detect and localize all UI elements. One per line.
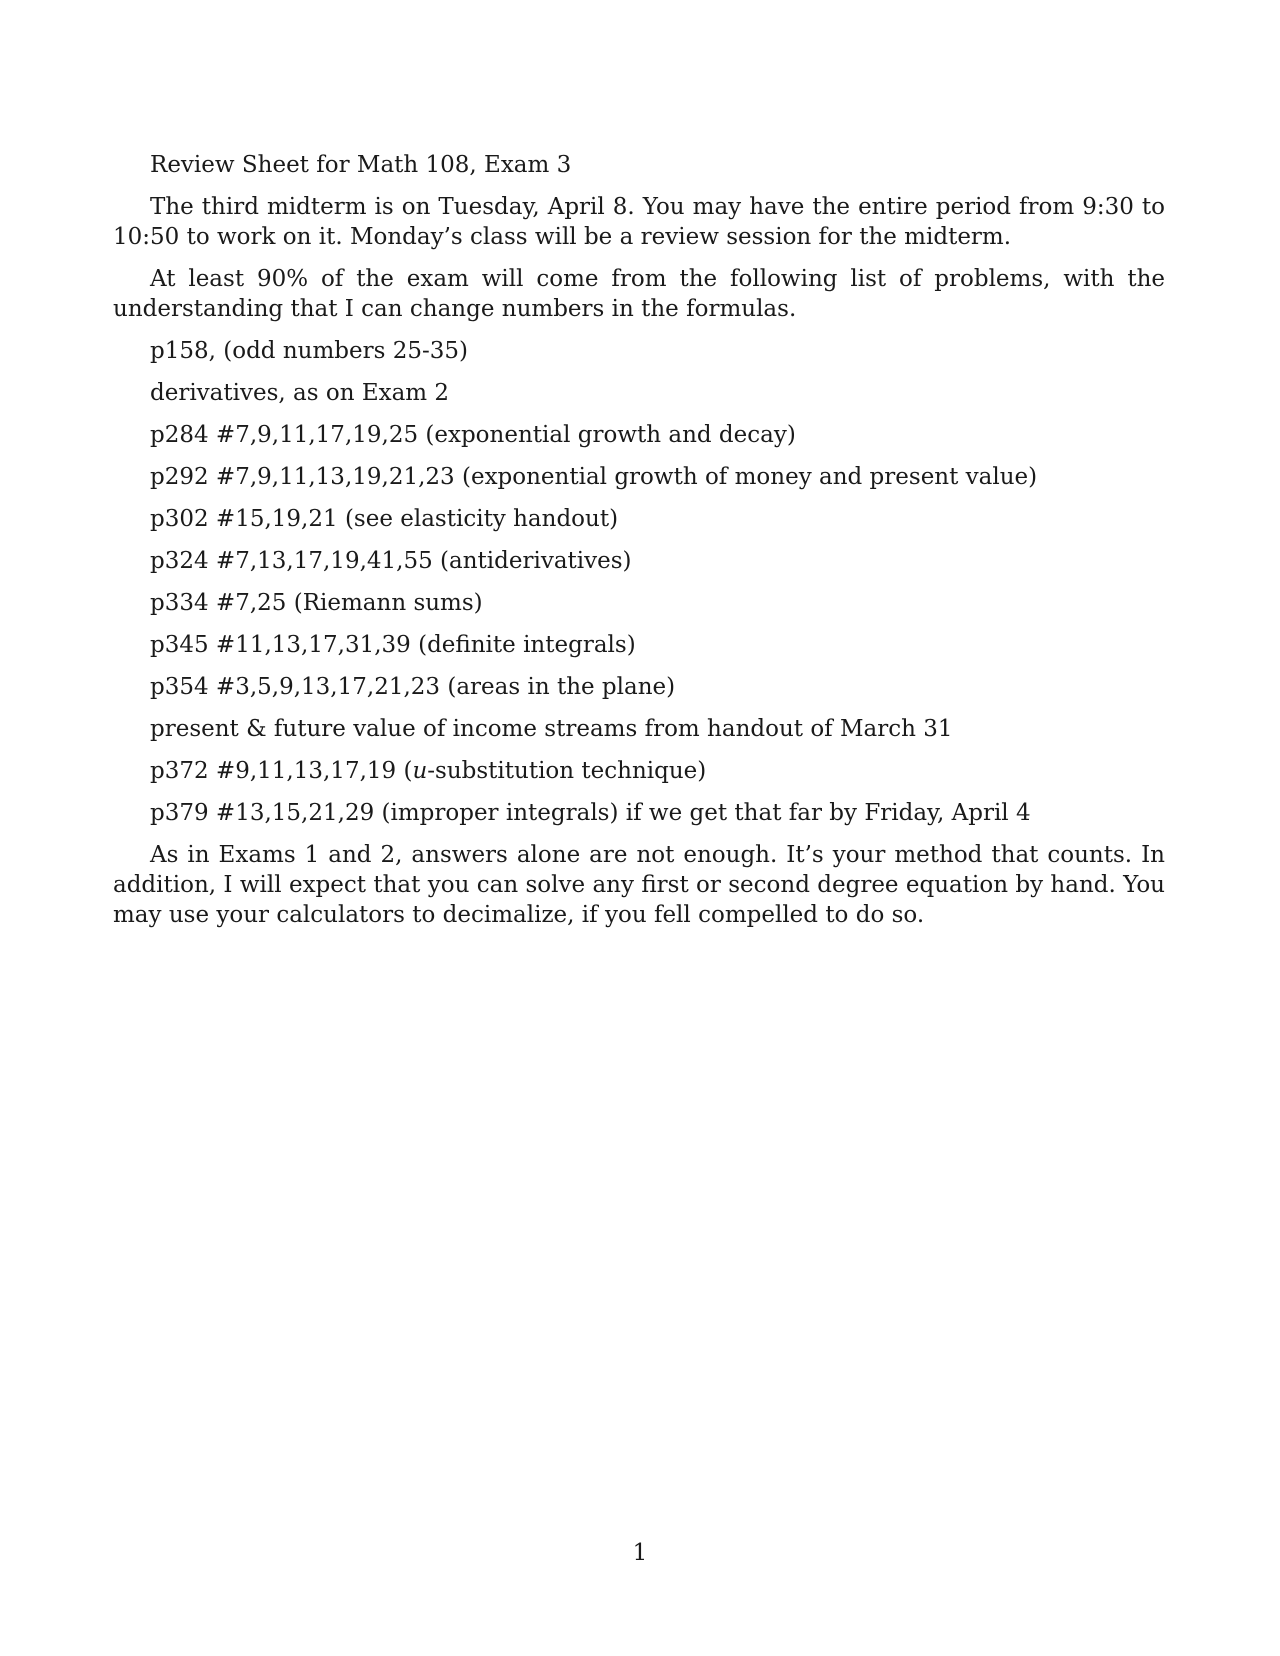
problem-list <box>113 336 1165 828</box>
problem-item: p284 #7,9,11,17,19,25 (exponential growth and decay) <box>150 422 796 448</box>
problem-item: p345 #11,13,17,31,39 (definite integrals) <box>150 632 636 658</box>
problem-item: p379 #13,15,21,29 (improper integrals) if we get that far by Friday, April 4 <box>150 800 1031 826</box>
scope-paragraph: At least 90% of the exam will come from the following list of problems, with the understanding that I can change numbers in the formulas. <box>113 266 1165 322</box>
problem-item: p158, (odd numbers 25-35) <box>150 338 468 364</box>
usub-text-before: p372 #9,11,13,17,19 ( <box>150 758 413 784</box>
problem-item: derivatives, as on Exam 2 <box>150 380 450 406</box>
document-page <box>113 150 1165 942</box>
problem-item-usub <box>113 756 1165 786</box>
usub-variable: u <box>412 758 428 784</box>
intro-paragraph: The third midterm is on Tuesday, April 8. You may have the entire period from 9:30 to 10:50 to work on it. Monday’s class will be a review session for the midterm. <box>113 194 1165 250</box>
document-title: Review Sheet for Math 108, Exam 3 <box>150 152 572 178</box>
closing-paragraph: As in Exams 1 and 2, answers alone are not enough. It’s your method that counts. In addition, I will expect that you can solve any first or second degree equation by hand. You may use your calculators to decimalize, if you fell compelled to do so. <box>113 842 1165 928</box>
problem-item: present & future value of income streams from handout of March 31 <box>150 716 953 742</box>
problem-item: p334 #7,25 (Riemann sums) <box>150 590 483 616</box>
problem-item: p302 #15,19,21 (see elasticity handout) <box>150 506 619 532</box>
page-number: 1 <box>632 1540 648 1566</box>
problem-item: p292 #7,9,11,13,19,21,23 (exponential growth of money and present value) <box>150 464 1038 490</box>
usub-text-after: -substitution technique) <box>427 758 707 784</box>
problem-item: p324 #7,13,17,19,41,55 (antiderivatives) <box>150 548 632 574</box>
problem-item: p354 #3,5,9,13,17,21,23 (areas in the plane) <box>150 674 676 700</box>
